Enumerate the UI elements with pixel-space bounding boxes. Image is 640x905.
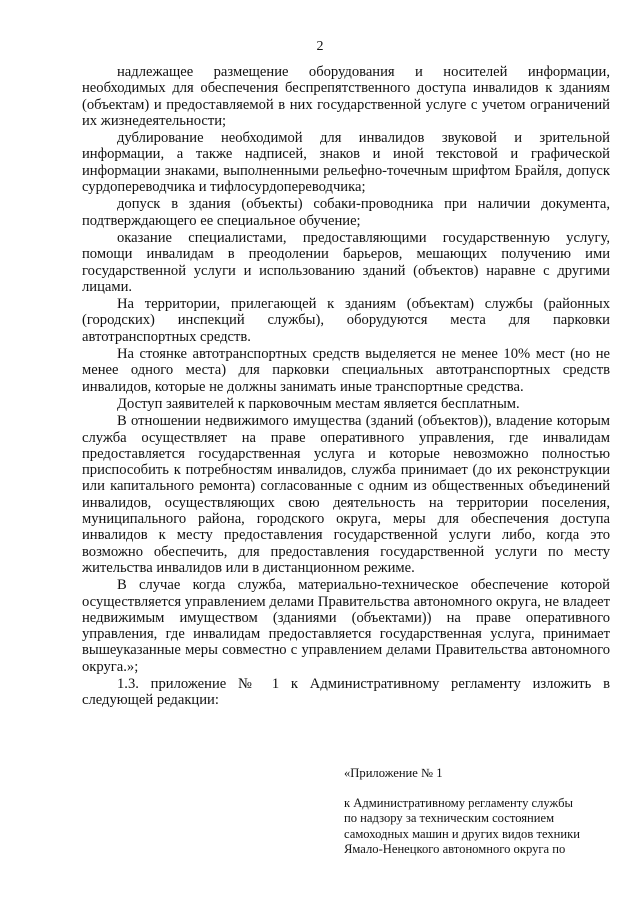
appendix-header bbox=[344, 766, 614, 858]
paragraph-amendment-1-3: 1.3. приложение № 1 к Административному регламенту изложить в следующей редакции: bbox=[82, 675, 610, 709]
paragraph-guide-dog: допуск в здания (объекты) собаки-проводника при наличии документа, подтверждающего ее специальное обучение; bbox=[82, 196, 610, 229]
paragraph-real-estate: В отношении недвижимого имущества (зданий (объектов)), владение которым служба осуществляет на праве оперативного управления, где инвалидам предоставляется государственная услуга и которые невозможно полностью приспособить к потребностям инвалидов, служба принимает (до их реконструкции или капитального ремонта) согласованные с одним из общественных объединений инвалидов, осуществляющих свою деятельность на территории поселения, муниципального района, городского округа, меры для обеспечения доступа инвалидов к месту предоставления государственной услуги либо, когда это возможно обеспечить, для предоставления государственной услуги по месту жительства инвалидов или в дистанционном режиме. bbox=[82, 413, 610, 576]
body-text bbox=[82, 64, 610, 709]
appendix-line: к Административному регламенту службы bbox=[344, 795, 573, 810]
appendix-line: Ямало-Ненецкого автономного округа по bbox=[344, 842, 566, 857]
appendix-line: самоходных машин и других видов техники bbox=[344, 826, 581, 841]
paragraph-parking-territory: На территории, прилегающей к зданиям (объектам) службы (районных (городских) инспекций службы), оборудуются места для парковки автотранспортных средств. bbox=[82, 296, 610, 345]
paragraph-government-affairs: В случае когда служба, материально-техническое обеспечение которой осуществляется управлением делами Правительства автономного округа, не владеет недвижимым имуществом (зданиями (объектами)) на праве оперативного управления, где инвалидам предоставляется государственная услуга, принимает вышеуказанные меры совместно с управлением делами Правительства автономного округа.»; bbox=[82, 577, 610, 675]
paragraph-specialist-assistance: оказание специалистами, предоставляющими государственную услугу, помощи инвалидам в преодолении барьеров, мешающих получению ими государственной услуги и использованию зданий (объектов) наравне с другими лицами. bbox=[82, 229, 610, 295]
paragraph-parking-free: Доступ заявителей к парковочным местам является бесплатным. bbox=[117, 395, 520, 412]
appendix-title: «Приложение № 1 bbox=[344, 766, 443, 780]
page-number: 2 bbox=[316, 39, 324, 54]
paragraph-parking-quota: На стоянке автотранспортных средств выделяется не менее 10% мест (но не менее одного места) для парковки специальных автотранспортных средств инвалидов, которые не должны занимать иные транспортные средства. bbox=[82, 346, 610, 395]
appendix-line: по надзору за техническим состоянием bbox=[344, 811, 555, 826]
paragraph-braille-duplication: дублирование необходимой для инвалидов звуковой и зрительной информации, а также надписей, знаков и иной текстовой и графической информации знаками, выполненными рельефно-точечным шрифтом Брайля, допуск сурдопереводчика и тифлосурдопереводчика; bbox=[82, 130, 610, 196]
paragraph-equipment-placement: надлежащее размещение оборудования и носителей информации, необходимых для обеспечения беспрепятственного доступа инвалидов к зданиям (объектам) и предоставляемой в них государственной услуге с учетом ограничений их жизнедеятельности; bbox=[82, 64, 610, 129]
